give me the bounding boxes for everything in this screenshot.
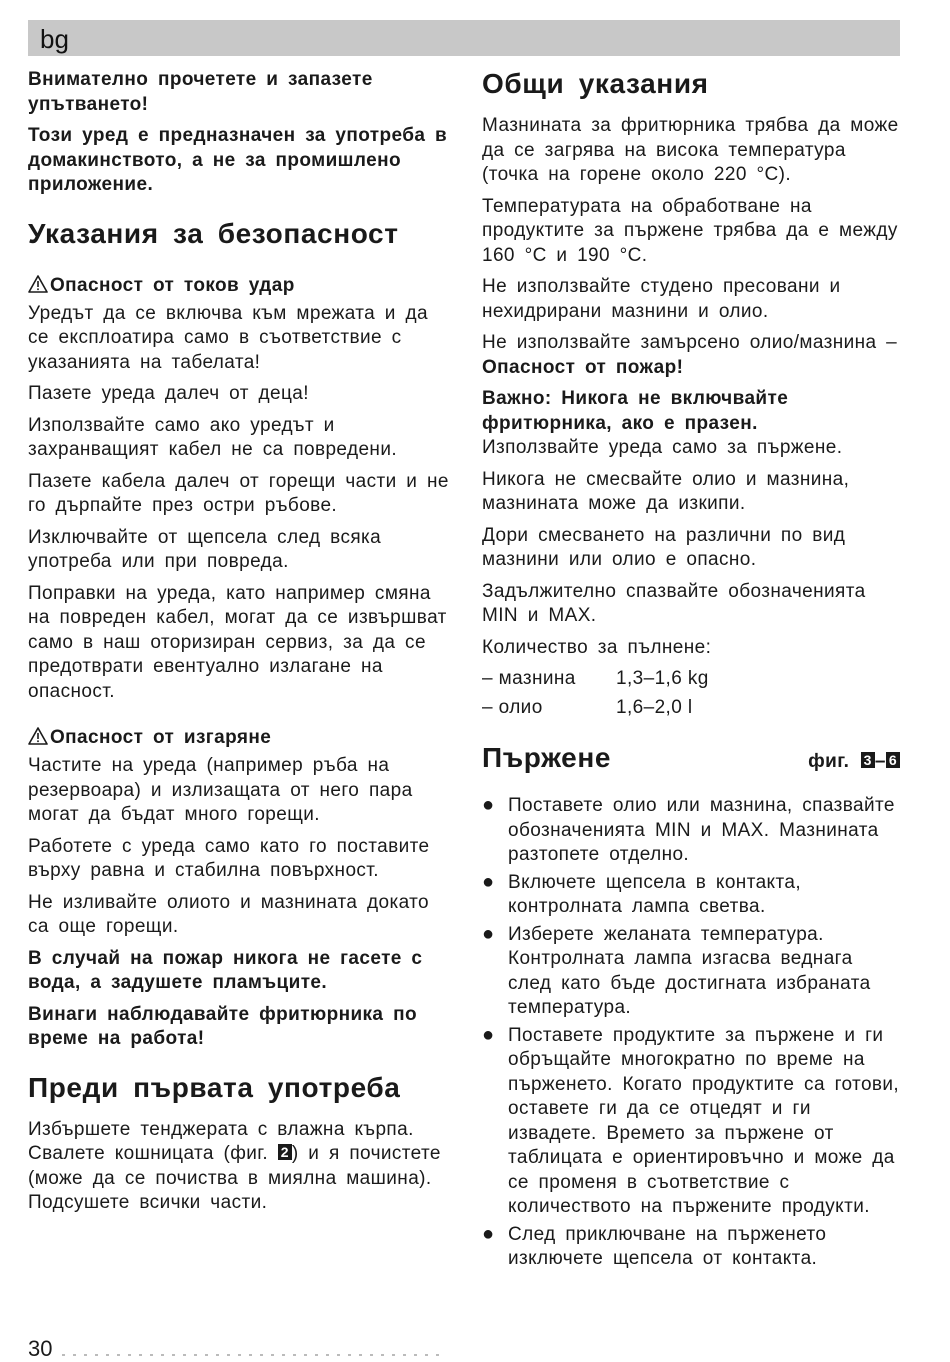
general-para: Задължително спазвайте обозначенията MIN и MAX. (482, 580, 866, 626)
general-para: Използвайте уреда само за пържене. (482, 437, 843, 458)
general-heading: Общи указания (482, 68, 709, 99)
shock-para: Изключвайте от щепсела след всяка употреба или при повреда. (28, 526, 382, 572)
shock-para: Уредът да се включва към мрежата и да се експлоатира само в съответствие с указанията на табелата! (28, 302, 428, 373)
frying-heading-row (482, 742, 900, 774)
burn-heading (28, 726, 453, 750)
frying-steps-list (482, 794, 900, 1272)
general-para: Мазнината за фритюрника трябва да може да се загрява на висока температура (точка на горене около 220 °C). (482, 115, 899, 185)
list-item (482, 871, 900, 920)
list-item (482, 923, 900, 1021)
list-item-text: Поставете продуктите за пържене и ги обръщайте многократно по време на пърженето. Когато продуктите са готови, оставете ги да се отцедят и ги извадете. Времето за пържене от таблицата е ориентировъчно и може да се променя в съответствие с количеството на пържените продукти. (508, 1024, 900, 1217)
shock-para: Поправки на уреда, като например смяна на повреден кабел, могат да се извършват само в наш оторизиран сервиз, за да се предотврати евентуално излагане на опасност. (28, 582, 447, 702)
general-para: Температурата на обработване на продуктите за пържене трябва да е между 160 °C и 190 °C. (482, 195, 898, 266)
list-item-text: Поставете олио или мазнина, спазвайте обозначенията MIN и MAX. Мазнината разтопете отделно. (508, 795, 895, 865)
language-tab: bg (28, 20, 900, 56)
frying-heading: Пържене (482, 742, 612, 773)
bullet-icon: ● (482, 870, 495, 893)
list-item-text: Изберете желаната температура. Контролната лампа изгасва веднага след като бъде достигната избраната температура. (508, 923, 871, 1018)
shock-heading-text: Опасност от токов удар (50, 274, 295, 296)
important-note: Важно: Никога не включвайте фритюрника, ако е празен. (482, 388, 789, 434)
fill-quantity-label: Количество за пълнене: (482, 636, 712, 658)
figure-number: 6 (886, 752, 900, 768)
warning-icon (28, 727, 48, 745)
first-use-text-after: ) и я почистете (може да се почиства в миялна машина). Подсушете всички части. (28, 1143, 441, 1213)
figure-label: фиг. (808, 751, 850, 772)
left-column (28, 68, 453, 1223)
first-use-heading: Преди първата употреба (28, 1071, 401, 1103)
shock-para: Пазете кабела далеч от горещи части и не го дърпайте през остри ръбове. (28, 470, 449, 516)
intro-household-use: Този уред е предназначен за употреба в домакинството, а не за промишлено приложение. (28, 125, 448, 195)
general-para: Никога не смесвайте олио и мазнина, мазнината може да изкипи. (482, 468, 850, 514)
dirty-oil-para (482, 331, 900, 380)
list-item (482, 1024, 900, 1220)
bullet-icon: ● (482, 794, 495, 816)
general-para: Дори смесването на различни по вид мазнини или олио е опасно. (482, 524, 846, 570)
figure-number: 2 (278, 1144, 292, 1160)
dirty-oil-text: Не използвайте замърсено олио/мазнина – (482, 332, 898, 353)
list-item-text: Включете щепсела в контакта, контролната лампа светва. (508, 871, 802, 917)
general-para: Не използвайте студено пресовани и нехидрирани мазнини и олио. (482, 276, 841, 322)
footer-divider (62, 1354, 442, 1356)
shock-heading (28, 274, 453, 298)
safety-heading: Указания за безопасност (28, 217, 399, 249)
quantity-row (482, 696, 900, 721)
burn-para: Работете с уреда само като го поставите върху равна и стабилна повърхност. (28, 835, 430, 881)
page-number: 30 (28, 1336, 53, 1361)
quantity-value: 1,6–2,0 l (616, 696, 693, 718)
bullet-icon: ● (482, 922, 495, 945)
list-item (482, 794, 900, 868)
quantity-name: – мазнина (482, 668, 576, 689)
first-use-para (28, 1118, 453, 1216)
burn-para: Частите на уреда (например ръба на резервоара) и излизащата от него пара могат да бъдат много горещи. (28, 755, 413, 825)
burn-para: Не изливайте олиото и мазнината докато са още горещи. (28, 891, 429, 937)
burn-fire-warning: В случай на пожар никога не гасете с вода, а задушете пламъците. (28, 947, 423, 993)
list-item-text: След приключване на пърженето изключете щепсела от контакта. (508, 1223, 827, 1269)
first-use-text-before: Избършете тенджерата с влажна кърпа. Свалете кошницата (фиг. (28, 1118, 414, 1164)
figure-range-dash: – (874, 751, 886, 772)
right-column (482, 68, 900, 1275)
quantity-value: 1,3–1,6 kg (616, 668, 709, 689)
shock-para: Пазете уреда далеч от деца! (28, 383, 309, 404)
list-item (482, 1223, 900, 1272)
warning-icon (28, 275, 48, 293)
fire-danger-text: Опасност от пожар! (482, 356, 684, 378)
bullet-icon: ● (482, 1023, 495, 1046)
quantity-row (482, 667, 900, 692)
quantity-name: – олио (482, 696, 543, 718)
figure-number: 3 (861, 752, 875, 768)
figure-reference (808, 751, 900, 773)
bullet-icon: ● (482, 1222, 495, 1245)
burn-supervise-warning: Винаги наблюдавайте фритюрника по време на работа! (28, 1003, 417, 1049)
burn-heading-text: Опасност от изгаряне (50, 727, 272, 748)
shock-para: Използвайте само ако уредът и захранващият кабел не са повредени. (28, 414, 398, 460)
intro-read-instructions: Внимателно прочетете и запазете упътването! (28, 69, 373, 115)
